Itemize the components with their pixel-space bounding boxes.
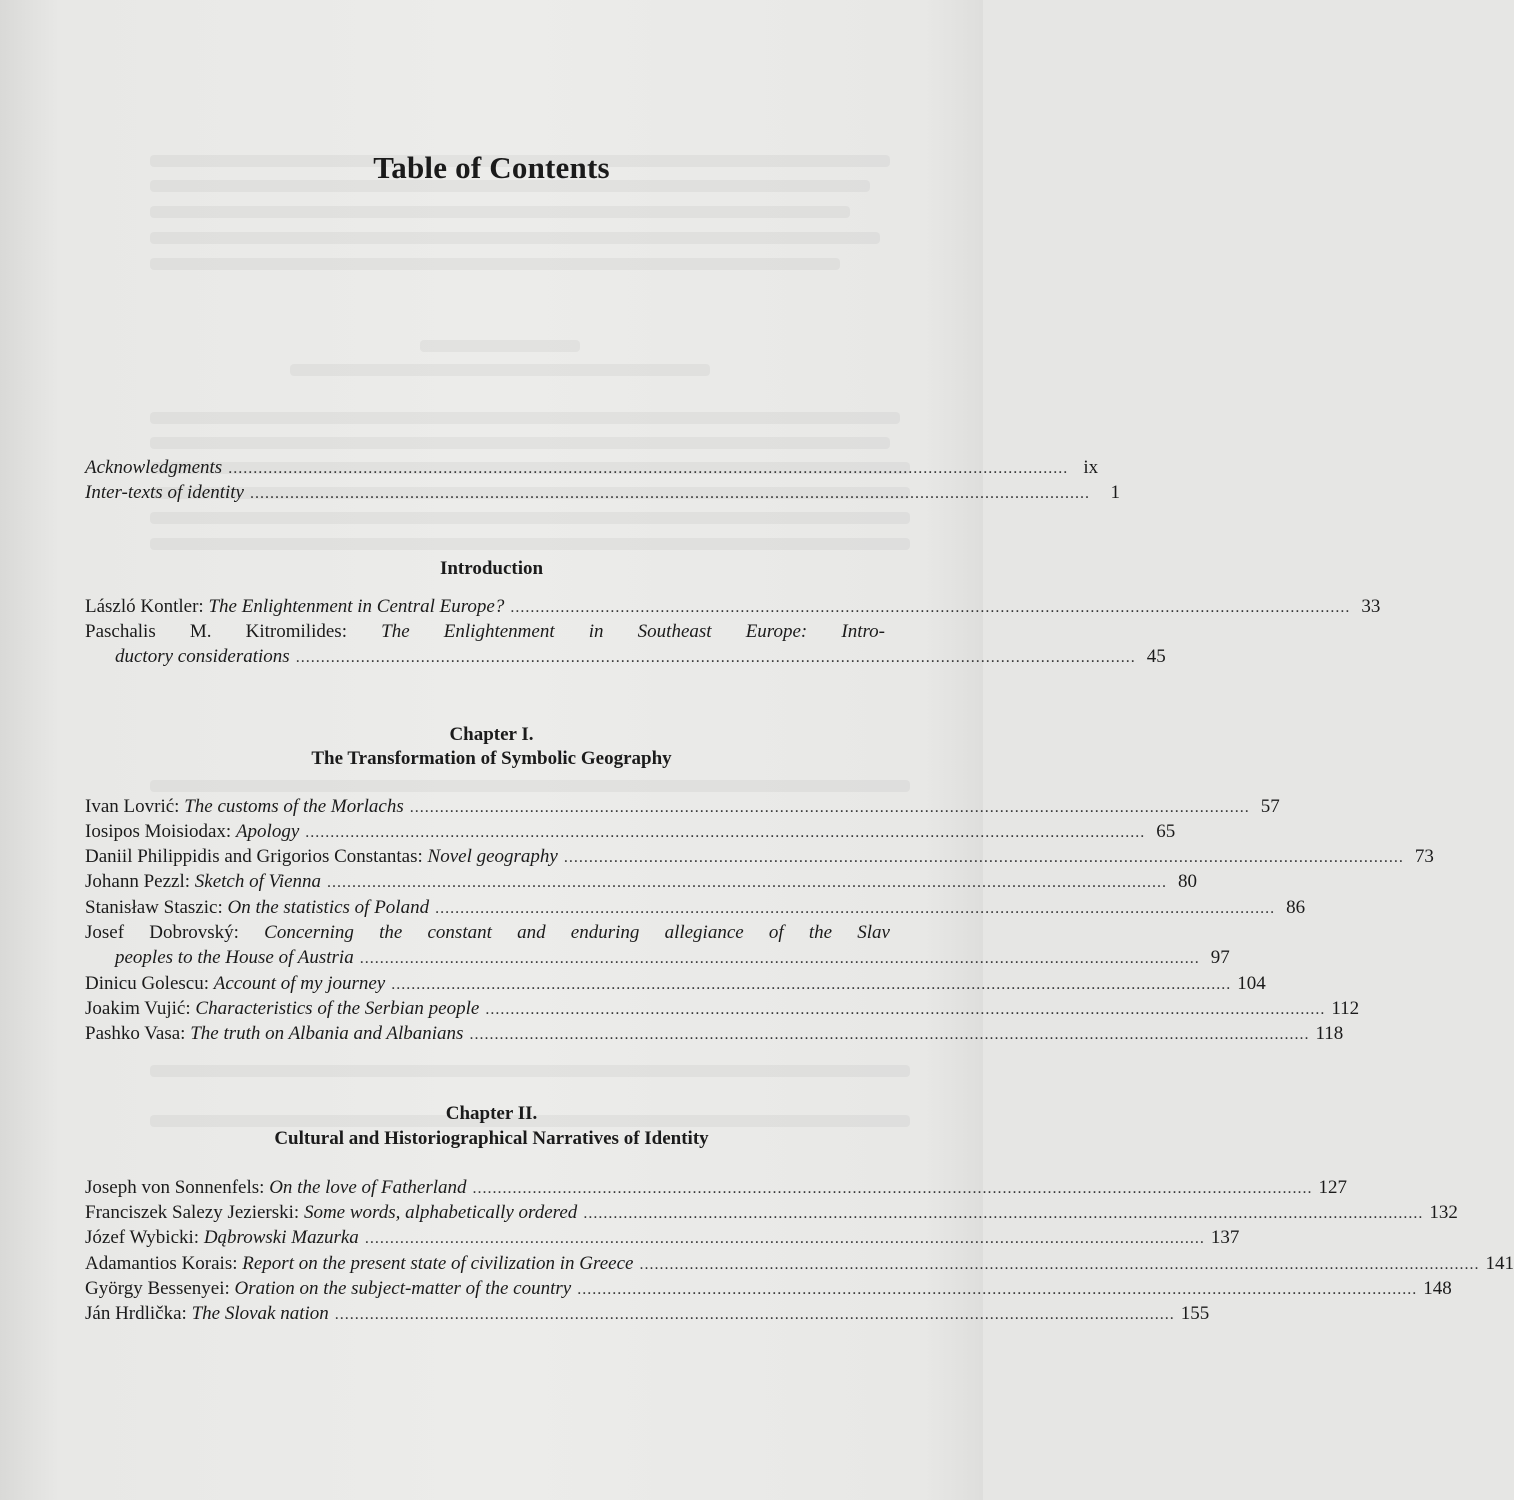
entry-title: Report on the present state of civilization in Greece [242,1253,634,1274]
page-number: 148 [1423,1278,1452,1299]
entry-title: The customs of the Morlachs [184,796,404,817]
toc-entry[interactable] [85,896,1306,921]
entry-title: The truth on Albania and Albanians [190,1023,464,1044]
section-heading-introduction: Introduction [439,558,544,579]
chapter-label: Chapter II. [445,1103,538,1124]
toc-entry-inter-texts[interactable] [85,481,1120,506]
dot-leader: ........................................................................................................................................................................ [327,874,1168,891]
page-number: 80 [1178,871,1198,892]
entry-title: Acknowledgments [85,457,223,478]
toc-entry[interactable] [85,595,1381,620]
toc-entry[interactable] [85,845,1434,870]
toc-entry[interactable] [85,972,1266,997]
toc-entry[interactable] [85,1022,1344,1047]
page-number: 118 [1315,1023,1344,1044]
entry-author: Josef Dobrovský: [85,922,239,943]
toc-entry[interactable] [85,820,1176,845]
toc-entry[interactable] [85,1226,1240,1251]
page-number: 112 [1331,998,1360,1019]
entry-author: Ivan Lovrić: [85,796,180,817]
dot-leader: ........................................................................................................................................................................ [391,976,1232,993]
toc-entry[interactable] [85,1302,1210,1327]
page-number: ix [1083,457,1099,478]
dot-leader: ........................................................................................................................................................................ [359,950,1200,967]
entry-author: Daniil Philippidis and Grigorios Constantas: [85,846,423,867]
entry-title: On the statistics of Poland [227,897,430,918]
page-number: 45 [1146,646,1166,667]
entry-title: Concerning the constant and enduring allegiance of the Slav [264,922,890,943]
dot-leader: ........................................................................................................................................................................ [334,1306,1175,1323]
page-number: 141 [1485,1253,1514,1274]
chapter-heading: Cultural and Historiographical Narratives of Identity [274,1128,709,1149]
toc-entry-acknowledgments[interactable] [85,456,1099,481]
entry-title: The Enlightenment in Central Europe? [208,596,505,617]
toc-entry[interactable] [85,795,1280,820]
entry-author: Józef Wybicki: [85,1227,200,1248]
entry-title: On the love of Fatherland [269,1177,467,1198]
page-number: 155 [1180,1303,1210,1324]
entry-title: Some words, alphabetically ordered [303,1202,578,1223]
entry-author: Joseph von Sonnenfels: [85,1177,265,1198]
entry-author: Paschalis M. Kitromilides: [85,621,347,642]
dot-leader: ........................................................................................................................................................................ [295,649,1136,666]
entry-author: Stanisław Staszic: [85,897,223,918]
page-number: 104 [1237,973,1266,994]
page-number: 65 [1156,821,1176,842]
page-number: 1 [1110,482,1120,503]
dot-leader: ........................................................................................................................................................................ [577,1281,1418,1298]
dot-leader: ........................................................................................................................................................................ [364,1230,1205,1247]
entry-title: The Enlightenment in Southeast Europe: Intro- [381,621,886,642]
dot-leader: ........................................................................................................................................................................ [228,460,1069,477]
dot-leader: ........................................................................................................................................................................ [249,485,1090,502]
entry-author: László Kontler: [85,596,204,617]
entry-author: Johann Pezzl: [85,871,191,892]
dot-leader: ........................................................................................................................................................................ [639,1256,1480,1273]
toc-entry-first-line[interactable] [85,921,890,945]
toc-entry[interactable] [85,1201,1458,1226]
page-number: 137 [1210,1227,1240,1248]
toc-entry[interactable] [85,997,1360,1022]
entry-title: peoples to the House of Austria [115,947,354,968]
page-number: 127 [1318,1177,1348,1198]
entry-author: Iosipos Moisiodax: [85,821,232,842]
entry-title: ductory considerations [115,646,290,667]
entry-author: Adamantios Korais: [85,1253,238,1274]
dot-leader: ........................................................................................................................................................................ [435,900,1276,917]
toc-entry-continuation[interactable] [115,645,1166,670]
entry-author: Joakim Vujić: [85,998,191,1019]
dot-leader: ........................................................................................................................................................................ [472,1180,1313,1197]
page-number: 57 [1260,796,1280,817]
entry-author: Ján Hrdlička: [85,1303,187,1324]
entry-title: Novel geography [427,846,558,867]
entry-author: Pashko Vasa: [85,1023,186,1044]
entry-title: Dąbrowski Mazurka [203,1227,359,1248]
toc-entry-first-line[interactable] [85,620,885,644]
page-number: 73 [1414,846,1434,867]
dot-leader: ........................................................................................................................................................................ [305,824,1146,841]
dot-leader: ........................................................................................................................................................................ [510,599,1351,616]
toc-entry-continuation[interactable] [115,946,1230,971]
dot-leader: ........................................................................................................................................................................ [485,1001,1326,1018]
toc-entry[interactable] [85,1252,1514,1277]
entry-title: Characteristics of the Serbian people [195,998,480,1019]
page-title: Table of Contents [373,150,610,185]
chapter-heading: The Transformation of Symbolic Geography [311,748,672,769]
entry-author: Dinicu Golescu: [85,973,210,994]
dot-leader: ........................................................................................................................................................................ [409,799,1250,816]
entry-title: Sketch of Vienna [194,871,322,892]
toc-entry[interactable] [85,1277,1452,1302]
entry-author: Franciszek Salezy Jezierski: [85,1202,300,1223]
chapter-label: Chapter I. [449,724,534,745]
entry-title: Account of my journey [213,973,386,994]
page-number: 86 [1286,897,1306,918]
page-number: 33 [1361,596,1381,617]
dot-leader: ........................................................................................................................................................................ [469,1026,1310,1043]
dot-leader: ........................................................................................................................................................................ [583,1205,1424,1222]
toc-entry[interactable] [85,870,1198,895]
entry-title: Apology [235,821,300,842]
page-number: 132 [1429,1202,1458,1223]
dot-leader: ........................................................................................................................................................................ [563,849,1404,866]
entry-title: Oration on the subject-matter of the country [234,1278,572,1299]
toc-entry[interactable] [85,1176,1348,1201]
entry-title: The Slovak nation [191,1303,329,1324]
entry-title: Inter-texts of identity [85,482,244,503]
entry-author: György Bessenyei: [85,1278,230,1299]
page-number: 97 [1210,947,1230,968]
